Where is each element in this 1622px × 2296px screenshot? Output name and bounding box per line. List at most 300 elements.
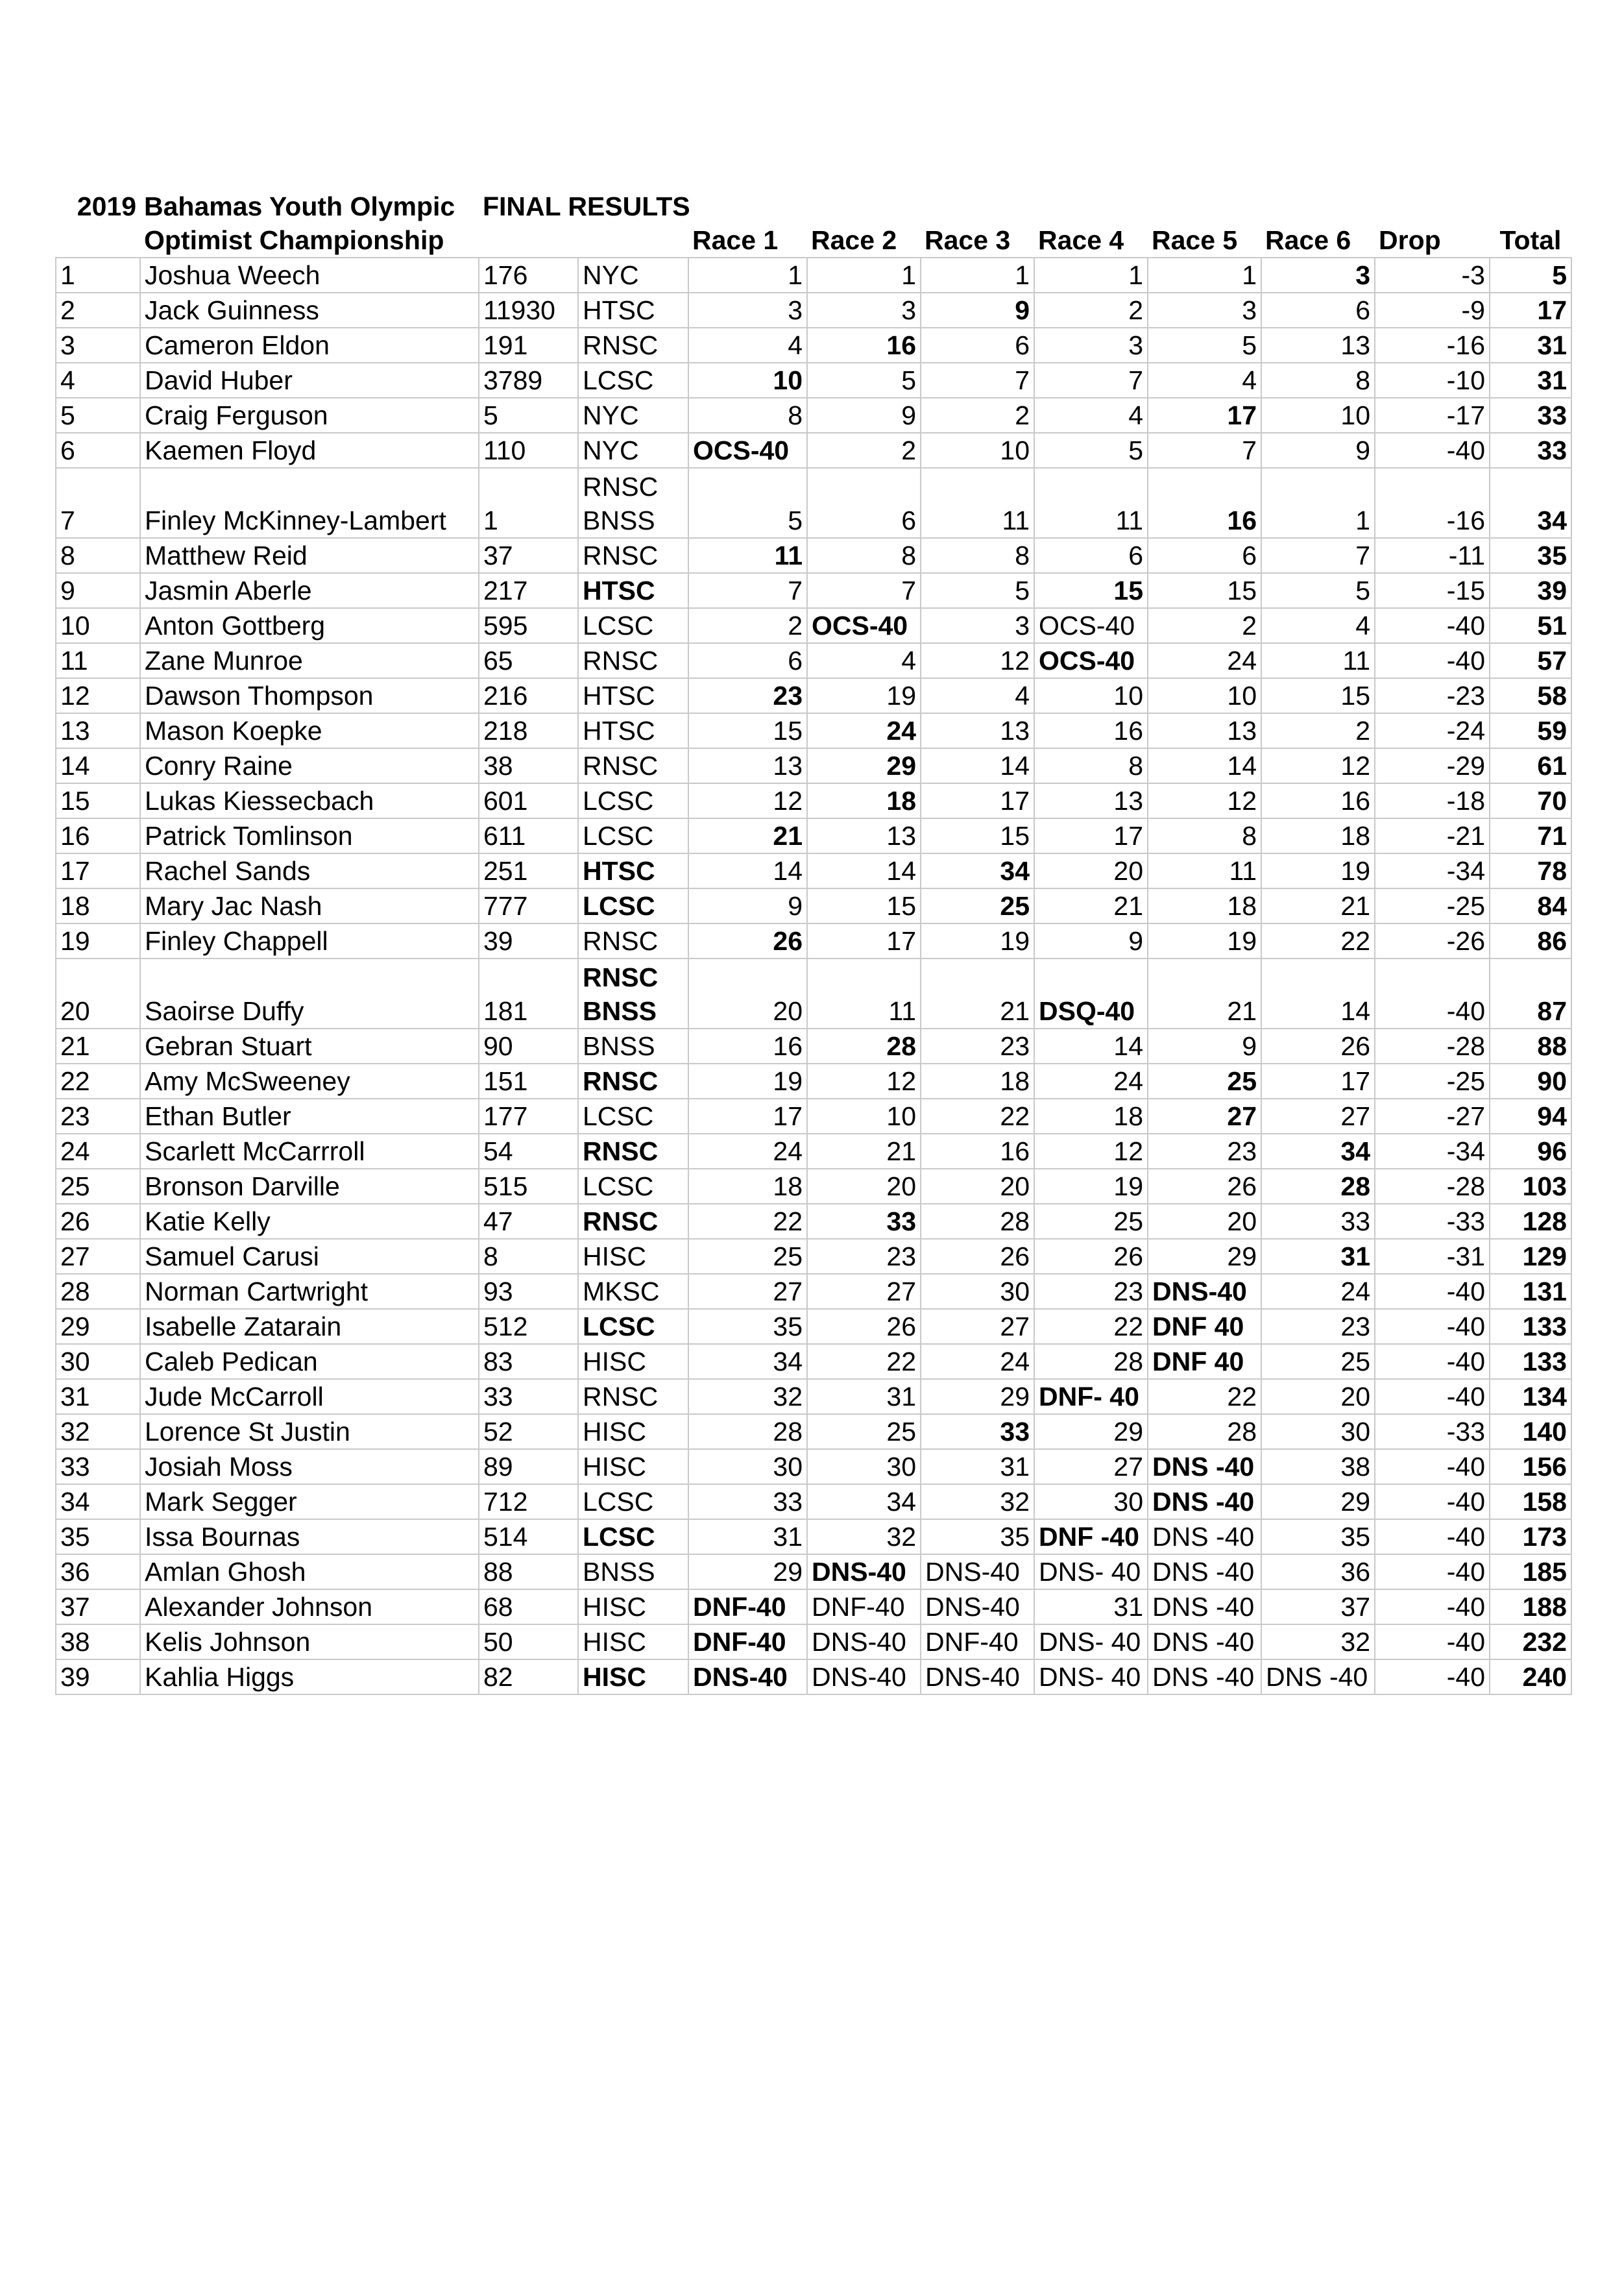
total-cell: 31 [1490,363,1571,398]
place-cell: 28 [56,1274,140,1309]
race-4-cell: 18 [1034,1099,1148,1134]
table-row [56,293,1571,328]
race-3-cell: 20 [921,1169,1034,1204]
total-cell: 5 [1490,258,1571,293]
race-2-cell: 34 [807,1484,921,1519]
sail-number-cell: 83 [479,1344,578,1379]
race-3-cell: 5 [921,573,1034,608]
place-cell: 25 [56,1169,140,1204]
title-cell: Bahamas Youth Olympic [144,191,455,221]
race-6-cell: DNS -40 [1261,1659,1375,1694]
race-1-cell: 9 [688,888,807,923]
race-6-cell: 22 [1261,923,1375,959]
place-cell: 38 [56,1624,140,1659]
race-5-cell: 21 [1148,959,1261,1029]
drop-cell: -40 [1375,433,1490,468]
place-cell: 15 [56,783,140,818]
race-5-cell: 12 [1148,783,1261,818]
race-2-cell: 30 [807,1449,921,1484]
drop-cell: -16 [1375,468,1490,538]
race-2-cell: 3 [807,293,921,328]
race-3-cell: DNS-40 [921,1589,1034,1624]
sailor-name-cell: Joshua Weech [140,258,479,293]
race-4-cell: 16 [1034,713,1148,748]
race-2-cell: 28 [807,1029,921,1064]
race-4-cell: 28 [1034,1344,1148,1379]
place-cell: 7 [56,468,140,538]
race-6-cell: 32 [1261,1624,1375,1659]
sail-number-cell: 176 [479,258,578,293]
sail-number-cell: 89 [479,1449,578,1484]
table-row [56,1449,1571,1484]
total-cell: 131 [1490,1274,1571,1309]
race-4-cell: DNS- 40 [1034,1659,1148,1694]
sailor-name-cell: Kahlia Higgs [140,1659,479,1694]
club-cell [578,783,688,818]
race-6-cell: 28 [1261,1169,1375,1204]
results-sheet [55,189,1572,1695]
race-1-cell: 11 [688,538,807,573]
race-5-cell: 9 [1148,1029,1261,1064]
race-5-cell: 22 [1148,1379,1261,1414]
table-row [56,1344,1571,1379]
place-cell: 21 [56,1029,140,1064]
sail-number-cell: 68 [479,1589,578,1624]
table-row [56,1029,1571,1064]
race-3-cell: 7 [921,363,1034,398]
race-5-cell: DNF 40 [1148,1309,1261,1344]
race-1-cell: 5 [688,468,807,538]
club-cell [578,293,688,328]
race-4-cell: 14 [1034,1029,1148,1064]
sailor-name-cell: Finley McKinney-Lambert [140,468,479,538]
total-cell: 78 [1490,853,1571,888]
race-2-cell: 25 [807,1414,921,1449]
drop-cell: -34 [1375,853,1490,888]
sail-number-cell: 601 [479,783,578,818]
drop-cell: -18 [1375,783,1490,818]
sail-number-cell: 177 [479,1099,578,1134]
club-cell [578,1169,688,1204]
club-code: RNSC [583,541,659,570]
race-6-cell: 38 [1261,1449,1375,1484]
race-1-cell: DNS-40 [688,1659,807,1694]
race-5-cell: 27 [1148,1099,1261,1134]
race-2-cell: 32 [807,1519,921,1554]
club-code: HISC [583,1347,646,1376]
club-cell [578,398,688,433]
race-1-cell: 21 [688,818,807,853]
race-1-cell: 20 [688,959,807,1029]
sail-number-cell: 151 [479,1064,578,1099]
race-3-cell: 11 [921,468,1034,538]
drop-cell: -40 [1375,1274,1490,1309]
total-cell: 86 [1490,923,1571,959]
race-3-cell: 4 [921,678,1034,713]
club-cell [578,1274,688,1309]
table-row [56,818,1571,853]
race-5-cell: 4 [1148,363,1261,398]
race-1-cell: 34 [688,1344,807,1379]
sail-number-cell: 3789 [479,363,578,398]
sail-number-cell: 777 [479,888,578,923]
race-1-cell: 24 [688,1134,807,1169]
sailor-name-cell: Jack Guinness [140,293,479,328]
sailor-name-cell: Craig Ferguson [140,398,479,433]
race-6-cell: 36 [1261,1554,1375,1589]
race-5-cell: 19 [1148,923,1261,959]
race-4-cell: 22 [1034,1309,1148,1344]
place-cell: 18 [56,888,140,923]
club-code: RNSC [583,330,659,360]
sailor-name-cell: Kaemen Floyd [140,433,479,468]
race-3-cell: 13 [921,713,1034,748]
table-row [56,573,1571,608]
sailor-name-cell: Dawson Thompson [140,678,479,713]
race-1-cell: 14 [688,853,807,888]
total-cell: 96 [1490,1134,1571,1169]
race-2-cell: 33 [807,1204,921,1239]
total-cell: 31 [1490,328,1571,363]
sailor-name-cell: Samuel Carusi [140,1239,479,1274]
race-5-header: Race 5 [1152,225,1238,255]
race-1-cell: 3 [688,293,807,328]
drop-cell: -25 [1375,1064,1490,1099]
race-2-cell: OCS-40 [807,608,921,643]
sail-number-cell: 712 [479,1484,578,1519]
place-cell: 34 [56,1484,140,1519]
sailor-name-cell: Matthew Reid [140,538,479,573]
club-code: LCSC [583,1171,654,1201]
table-row [56,538,1571,573]
race-6-cell: 5 [1261,573,1375,608]
club-cell [578,1309,688,1344]
race-4-cell: 1 [1034,258,1148,293]
place-cell: 27 [56,1239,140,1274]
race-3-cell: 29 [921,1379,1034,1414]
place-cell: 14 [56,748,140,783]
club-code: RNSC [583,1382,659,1411]
sail-number-cell: 38 [479,748,578,783]
header-row [56,223,1571,258]
place-cell: 12 [56,678,140,713]
sail-number-cell: 82 [479,1659,578,1694]
total-cell: 185 [1490,1554,1571,1589]
race-5-cell: 29 [1148,1239,1261,1274]
race-2-cell: 16 [807,328,921,363]
table-row [56,1099,1571,1134]
sail-number-cell: 8 [479,1239,578,1274]
club-code: LCSC [583,1487,654,1517]
race-5-cell: DNF 40 [1148,1344,1261,1379]
race-3-cell: 27 [921,1309,1034,1344]
club-cell [578,1554,688,1589]
total-cell: 33 [1490,433,1571,468]
place-cell: 3 [56,328,140,363]
sailor-name-cell: Saoirse Duffy [140,959,479,1029]
club-cell [578,1659,688,1694]
sailor-name-cell: Norman Cartwright [140,1274,479,1309]
race-1-cell: 31 [688,1519,807,1554]
race-5-cell: 15 [1148,573,1261,608]
total-cell: 88 [1490,1029,1571,1064]
place-cell: 24 [56,1134,140,1169]
club-cell [578,1099,688,1134]
club-code: HISC [583,1241,646,1271]
place-cell: 29 [56,1309,140,1344]
race-3-cell: 1 [921,258,1034,293]
race-5-cell: 5 [1148,328,1261,363]
club-code: MKSC [583,1276,660,1306]
race-2-cell: 8 [807,538,921,573]
club-cell [578,608,688,643]
race-5-cell: 23 [1148,1134,1261,1169]
total-cell: 240 [1490,1659,1571,1694]
sail-number-cell: 110 [479,433,578,468]
total-cell: 33 [1490,398,1571,433]
race-1-cell: DNF-40 [688,1589,807,1624]
sailor-name-cell: Scarlett McCarrroll [140,1134,479,1169]
race-3-cell: 25 [921,888,1034,923]
table-row [56,713,1571,748]
table-row [56,959,1571,1029]
drop-cell: -40 [1375,959,1490,1029]
race-5-cell: DNS -40 [1148,1554,1261,1589]
place-cell: 1 [56,258,140,293]
club-cell [578,538,688,573]
race-6-cell: 7 [1261,538,1375,573]
sailor-name-cell: Mary Jac Nash [140,888,479,923]
race-2-cell: DNS-40 [807,1554,921,1589]
race-2-cell: 4 [807,643,921,678]
race-6-cell: 4 [1261,608,1375,643]
club-cell [578,1449,688,1484]
club-cell [578,573,688,608]
race-3-cell: 12 [921,643,1034,678]
total-cell: 84 [1490,888,1571,923]
club-code: RNSC [583,1066,659,1096]
race-2-cell: 11 [807,959,921,1029]
race-6-cell: 15 [1261,678,1375,713]
total-cell: 17 [1490,293,1571,328]
race-1-cell: 35 [688,1309,807,1344]
sail-number-cell: 65 [479,643,578,678]
club-cell [578,1379,688,1414]
drop-cell: -40 [1375,1589,1490,1624]
club-cell [578,923,688,959]
race-4-cell: 7 [1034,363,1148,398]
total-cell: 158 [1490,1484,1571,1519]
drop-cell: -40 [1375,643,1490,678]
race-5-cell: 24 [1148,643,1261,678]
table-row [56,1484,1571,1519]
drop-cell: -27 [1375,1099,1490,1134]
race-4-cell: 13 [1034,783,1148,818]
race-4-cell: 11 [1034,468,1148,538]
club-code: HTSC [583,295,655,325]
total-cell: 128 [1490,1204,1571,1239]
race-2-cell: 13 [807,818,921,853]
total-cell: 35 [1490,538,1571,573]
place-cell: 5 [56,398,140,433]
race-1-cell: 2 [688,608,807,643]
sail-number-cell: 218 [479,713,578,748]
race-1-cell: 4 [688,328,807,363]
race-2-cell: 20 [807,1169,921,1204]
place-cell: 36 [56,1554,140,1589]
race-1-cell: 13 [688,748,807,783]
table-row [56,258,1571,293]
total-cell: 58 [1490,678,1571,713]
place-cell: 20 [56,959,140,1029]
drop-cell: -33 [1375,1414,1490,1449]
race-3-cell: 15 [921,818,1034,853]
race-4-cell: 31 [1034,1589,1148,1624]
race-5-cell: 10 [1148,678,1261,713]
race-5-cell: DNS -40 [1148,1659,1261,1694]
club-cell [578,1589,688,1624]
race-6-cell: 6 [1261,293,1375,328]
race-1-cell: 25 [688,1239,807,1274]
sailor-name-cell: Patrick Tomlinson [140,818,479,853]
race-5-cell: DNS-40 [1148,1274,1261,1309]
place-cell: 26 [56,1204,140,1239]
club-cell [578,363,688,398]
race-6-cell: 25 [1261,1344,1375,1379]
total-cell: 57 [1490,643,1571,678]
sailor-name-cell: Jasmin Aberle [140,573,479,608]
race-4-cell: 25 [1034,1204,1148,1239]
table-row [56,1134,1571,1169]
race-2-cell: 17 [807,923,921,959]
race-5-cell: 11 [1148,853,1261,888]
sailor-name-cell: Kelis Johnson [140,1624,479,1659]
race-2-cell: 6 [807,468,921,538]
club-code: HISC [583,1417,646,1447]
race-3-cell: 31 [921,1449,1034,1484]
race-4-header: Race 4 [1038,225,1124,255]
race-5-cell: 8 [1148,818,1261,853]
race-5-cell: DNS -40 [1148,1449,1261,1484]
table-row [56,643,1571,678]
sail-number-cell: 217 [479,573,578,608]
drop-cell: -11 [1375,538,1490,573]
club-cell [578,959,688,1029]
race-6-cell: 37 [1261,1589,1375,1624]
sail-number-cell: 93 [479,1274,578,1309]
race-6-cell: 29 [1261,1484,1375,1519]
race-3-cell: 3 [921,608,1034,643]
sail-number-cell: 5 [479,398,578,433]
total-header: Total [1499,225,1562,255]
race-3-cell: 28 [921,1204,1034,1239]
table-row [56,1624,1571,1659]
race-1-cell: 1 [688,258,807,293]
club-code: BNSS [583,996,657,1026]
race-3-cell: 14 [921,748,1034,783]
sailor-name-cell: Amlan Ghosh [140,1554,479,1589]
race-1-cell: 12 [688,783,807,818]
drop-cell: -40 [1375,1554,1490,1589]
sail-number-cell: 181 [479,959,578,1029]
race-6-cell: 12 [1261,748,1375,783]
race-6-cell: 2 [1261,713,1375,748]
race-2-cell: DNF-40 [807,1589,921,1624]
race-4-cell: 21 [1034,888,1148,923]
total-cell: 140 [1490,1414,1571,1449]
drop-cell: -26 [1375,923,1490,959]
race-2-cell: 27 [807,1274,921,1309]
sailor-name-cell: Amy McSweeney [140,1064,479,1099]
sailor-name-cell: Alexander Johnson [140,1589,479,1624]
club-code: BNSS [583,1031,655,1061]
sailor-name-cell: Ethan Butler [140,1099,479,1134]
club-code: LCSC [583,365,654,395]
race-4-cell: 12 [1034,1134,1148,1169]
race-5-cell: 14 [1148,748,1261,783]
place-cell: 8 [56,538,140,573]
club-code: HTSC [583,576,655,605]
race-2-cell: 9 [807,398,921,433]
club-cell [578,643,688,678]
race-4-cell: DSQ-40 [1034,959,1148,1029]
total-cell: 51 [1490,608,1571,643]
place-cell: 13 [56,713,140,748]
total-cell: 87 [1490,959,1571,1029]
total-cell: 134 [1490,1379,1571,1414]
total-cell: 39 [1490,573,1571,608]
club-code: RNSC [583,472,659,502]
drop-cell: -17 [1375,398,1490,433]
race-1-cell: 30 [688,1449,807,1484]
place-cell: 35 [56,1519,140,1554]
race-2-cell: 18 [807,783,921,818]
club-code: HISC [583,1592,646,1622]
place-cell: 17 [56,853,140,888]
race-3-cell: 9 [921,293,1034,328]
race-1-cell: 15 [688,713,807,748]
race-2-cell: DNS-40 [807,1624,921,1659]
place-cell: 22 [56,1064,140,1099]
table-row [56,1064,1571,1099]
race-4-cell: OCS-40 [1034,608,1148,643]
place-cell: 23 [56,1099,140,1134]
drop-cell: -29 [1375,748,1490,783]
race-1-cell: 23 [688,678,807,713]
race-6-cell: 13 [1261,328,1375,363]
race-3-cell: DNS-40 [921,1554,1034,1589]
sailor-name-cell: Conry Raine [140,748,479,783]
race-2-cell: 1 [807,258,921,293]
total-cell: 232 [1490,1624,1571,1659]
drop-cell: -40 [1375,1344,1490,1379]
total-cell: 71 [1490,818,1571,853]
race-3-cell: 18 [921,1064,1034,1099]
race-5-cell: DNS -40 [1148,1519,1261,1554]
race-6-cell: 33 [1261,1204,1375,1239]
race-6-cell: 20 [1261,1379,1375,1414]
sail-number-cell: 90 [479,1029,578,1064]
race-4-cell: 10 [1034,678,1148,713]
race-2-cell: 14 [807,853,921,888]
club-code: HISC [583,1452,646,1482]
race-2-cell: 31 [807,1379,921,1414]
race-1-cell: DNF-40 [688,1624,807,1659]
drop-cell: -40 [1375,1519,1490,1554]
race-3-cell: 30 [921,1274,1034,1309]
club-cell [578,433,688,468]
sail-number-cell: 50 [479,1624,578,1659]
